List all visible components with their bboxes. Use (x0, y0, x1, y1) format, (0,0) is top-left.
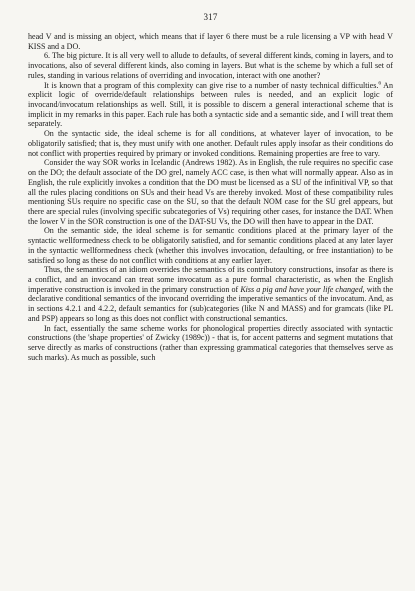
paragraph (28, 324, 393, 363)
paragraph (28, 226, 393, 265)
paragraph (28, 265, 393, 323)
text-segment: An explicit logic of override/default relationships between rules is needed, and an explicit logic of invocand/invocatum relationships as well. Still, it is possible to discern a general interactional scheme that is implicit in my remarks in this paper. Each rule has both a syntactic side and a semantic side, and I will treat them separately. (28, 80, 393, 129)
paragraph (28, 32, 393, 51)
paragraph (28, 129, 393, 158)
text-segment: 6. The big picture. It is all very well to allude to defaults, of several different kinds, coming in layers, and to invocations, also of several different kinds, also coming in layers. But what is the scheme by which a full set of rules, standing in various relations of overriding and invocation, interact with one another? (28, 51, 393, 80)
text-segment: , with the declarative conditional semantics of the invocand overriding the imperative semantics of the invocatum. And, as in sections 4.2.1 and 4.2.2, default semantics for (sub)categories (like N and MASS) and for gramcats (like PL and PSP) appears so long as this does not conflict with constructional semantics. (28, 284, 393, 323)
text-segment: head V and is missing an object, which means that if layer 6 there must be a rule licensing a VP with head V KISS and a DO. (28, 32, 393, 51)
paragraph (28, 81, 393, 130)
footnote-marker: 6 (378, 79, 382, 86)
italic-text: Kiss a pig and have your life changed (240, 284, 363, 294)
text-segment: Consider the way SOR works in Icelandic (Andrews 1982). As in English, the rule requires no specific case on the DO; the default associate of the DO grel, namely ACC case, is then what will normally appear. Also as in English, the rule explicitly invokes a condition that the DO must be licensed as a SU of the infinitival VP, so that all the rules placing conditions on SUs and their head Vs are thereby invoked. Most of these compatibility rules mentioning SUs require no specific case on the SU, so that the default NOM case for the SU grel appears, but there are special rules (involving specific subcategories of Vs) requiring other cases, for instance the DAT. When the lower V in the SOR construction is one of the DAT-SU Vs, the DO will then have to appear in the DAT. (28, 158, 393, 226)
text-segment: Thus, the semantics of an idiom overrides the semantics of its contributory constructions, insofar as there is a conflict, and an invocand can treat some invocatum as a pure formal characteristic, as when the English imperative construction is invoked in the primary construction of (28, 265, 393, 294)
text-segment: On the semantic side, the ideal scheme is for semantic conditions placed at the primary layer of the syntactic wellformedness check to be obligatorily satisfied, and for semantic conditions placed at any later layer in the syntactic wellformedness check (whether this involves invocation, defaulting, or free instantiation) to be satisfied so long as these do not conflict with conditions at any earlier layer. (28, 226, 393, 265)
paragraph (28, 158, 393, 226)
text-segment: In fact, essentially the same scheme works for phonological properties directly associated with syntactic constructions (the 'shape properties' of Zwicky (1989c)) - that is, for accent patterns and segment mutations that serve directly as marks of constructions (rather than expressing grammatical categories that themselves serve as such marks). As much as possible, such (28, 323, 393, 362)
text-segment: It is known that a program of this complexity can give rise to a number of nasty technical difficulties. (44, 80, 379, 90)
body-text (28, 32, 393, 362)
text-segment: On the syntactic side, the ideal scheme is for all conditions, at whatever layer of invocation, to be obligatorily satisfied; that is, they must unify with one another. Default rules apply insofar as their conditions do not conflict with properties required by primary or invoked conditions. Remaining properties are free to vary. (28, 129, 393, 158)
paragraph (28, 51, 393, 80)
page-number: 317 (203, 12, 218, 22)
